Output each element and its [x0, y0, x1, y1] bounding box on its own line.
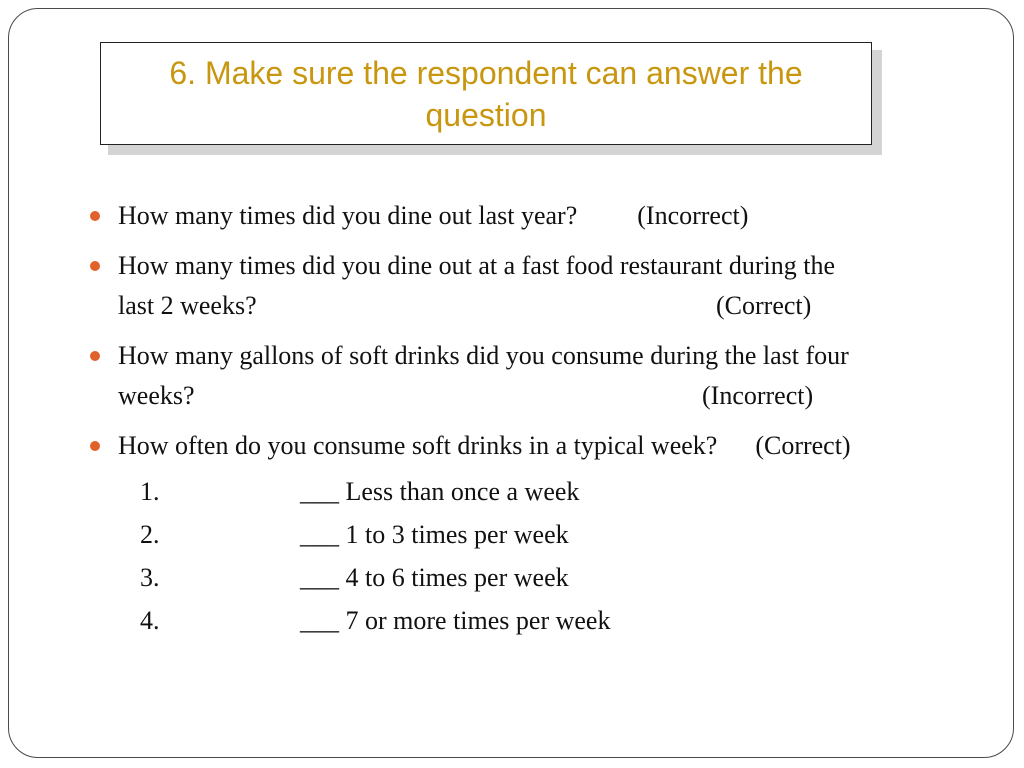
question-text: weeks? [118, 381, 195, 410]
bullet-line [118, 196, 990, 236]
option-text: ___ 7 or more times per week [300, 606, 611, 635]
bullet-line [118, 426, 990, 466]
bullet-line [118, 376, 990, 416]
option-number: 2. [140, 520, 160, 549]
option-number: 3. [140, 563, 160, 592]
answer-option [140, 599, 610, 642]
option-text: ___ 4 to 6 times per week [300, 563, 569, 592]
verdict-label: (Incorrect) [702, 381, 814, 410]
bullet-dot-icon [90, 351, 100, 361]
bullet-item [90, 426, 990, 466]
bullet-item [90, 336, 990, 416]
option-text: ___ 1 to 3 times per week [300, 520, 569, 549]
bullet-item [90, 246, 990, 326]
question-text: How often do you consume soft drinks in a typical week? [118, 431, 718, 460]
verdict-label: (Correct) [755, 431, 851, 460]
bullet-line: How many times did you dine out at a fast food restaurant during the [118, 251, 836, 280]
verdict-label: (Incorrect) [637, 201, 749, 230]
slide-title [116, 52, 856, 136]
answer-option [140, 556, 610, 599]
bullet-dot-icon [90, 211, 100, 221]
verdict-label: (Correct) [716, 291, 812, 320]
bullet-line [118, 286, 990, 326]
answer-option [140, 513, 610, 556]
option-number: 1. [140, 477, 160, 506]
title-line-2: question [425, 96, 547, 133]
bullet-dot-icon [90, 261, 100, 271]
answer-options [140, 470, 610, 642]
question-text: last 2 weeks? [118, 291, 257, 320]
question-text: How many times did you dine out last year? [118, 201, 578, 230]
title-box [100, 42, 872, 145]
option-number: 4. [140, 606, 160, 635]
title-line-1: 6. Make sure the respondent can answer the [169, 54, 803, 91]
option-text: ___ Less than once a week [300, 477, 580, 506]
answer-option [140, 470, 610, 513]
bullet-line: How many gallons of soft drinks did you consume during the last four [118, 341, 849, 370]
bullet-item [90, 196, 990, 236]
bullet-list [90, 196, 990, 476]
bullet-dot-icon [90, 441, 100, 451]
